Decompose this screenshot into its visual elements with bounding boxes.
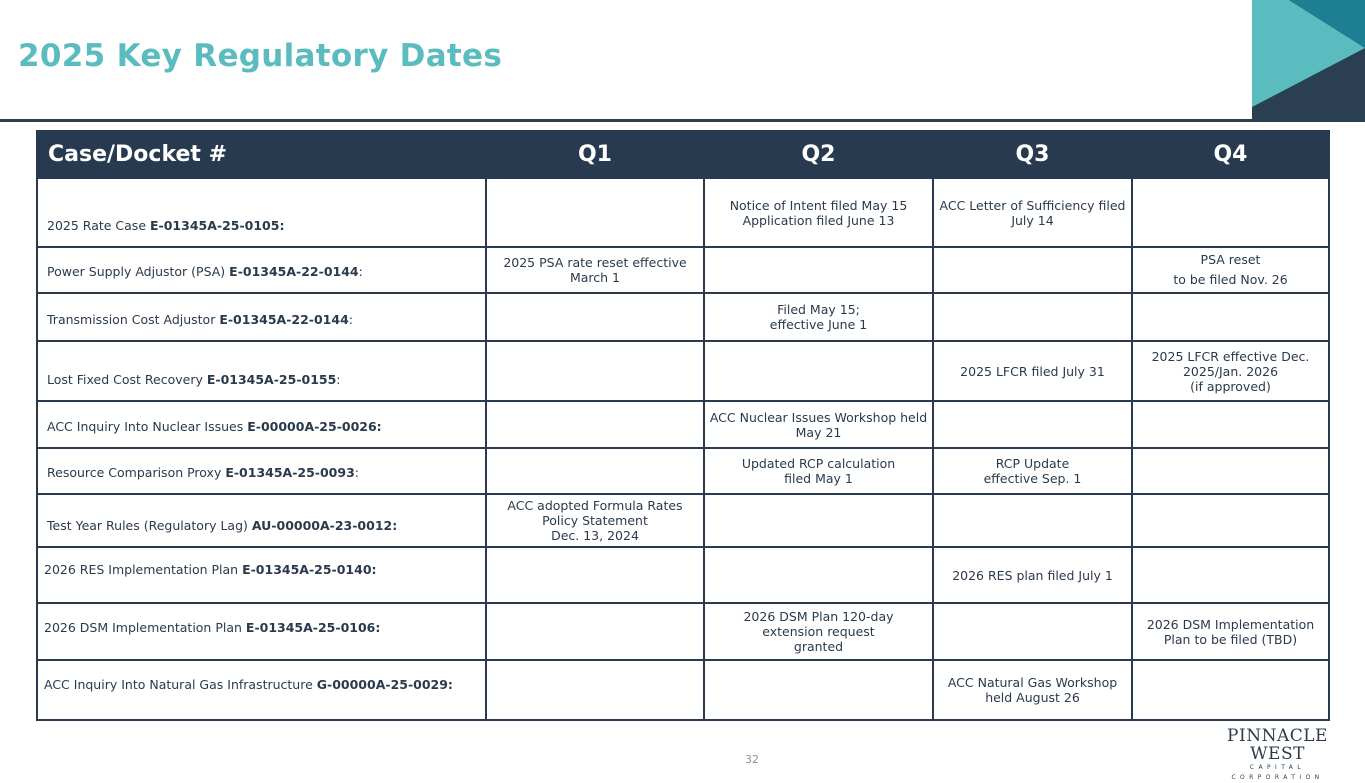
quarter-cell-q1	[486, 341, 704, 401]
docket-suffix: :	[348, 312, 353, 327]
docket-number: E-01345A-22-0144	[219, 312, 349, 327]
table-row	[37, 603, 1329, 660]
company-logo	[1205, 727, 1350, 783]
docket-number: E-01345A-25-0140:	[242, 562, 377, 577]
docket-suffix: :	[336, 372, 341, 387]
case-name: Lost Fixed Cost Recovery	[47, 372, 207, 387]
column-header-q4: Q4	[1132, 131, 1329, 178]
quarter-cell-q3: ACC Natural Gas Workshop held August 26	[933, 660, 1132, 720]
quarter-cell-q2	[704, 247, 933, 293]
quarter-cell-q1	[486, 401, 704, 448]
quarter-cell-q2: Updated RCP calculation filed May 1	[704, 448, 933, 494]
table-row	[37, 178, 1329, 247]
docket-suffix: :	[358, 264, 363, 279]
quarter-cell-q2: Filed May 15; effective June 1	[704, 293, 933, 341]
quarter-cell-q4	[1132, 494, 1329, 547]
table-row	[37, 247, 1329, 293]
quarter-cell-q3: 2025 LFCR filed July 31	[933, 341, 1132, 401]
quarter-cell-q4	[1132, 547, 1329, 603]
quarter-cell-q3	[933, 293, 1132, 341]
table-row	[37, 660, 1329, 720]
case-name: 2026 RES Implementation Plan	[44, 562, 243, 577]
logo-subtitle: CAPITAL CORPORATION	[1231, 764, 1324, 781]
quarter-cell-q2: ACC Nuclear Issues Workshop held May 21	[704, 401, 933, 448]
table-header-row	[37, 131, 1329, 178]
table-row	[37, 341, 1329, 401]
table-row	[37, 293, 1329, 341]
quarter-cell-q3: RCP Update effective Sep. 1	[933, 448, 1132, 494]
case-name: Power Supply Adjustor (PSA)	[47, 264, 230, 279]
quarter-cell-q2: 2026 DSM Plan 120-day extension request granted	[704, 603, 933, 660]
column-header-case: Case/Docket #	[37, 131, 486, 178]
case-name: Test Year Rules (Regulatory Lag)	[47, 518, 252, 533]
quarter-cell-q2	[704, 494, 933, 547]
case-cell	[37, 178, 486, 247]
quarter-cell-q1	[486, 293, 704, 341]
case-name: Transmission Cost Adjustor	[47, 312, 220, 327]
case-cell	[37, 660, 486, 720]
table-row	[37, 494, 1329, 547]
docket-number: E-01345A-25-0093	[225, 465, 355, 480]
case-cell	[37, 603, 486, 660]
header-rule	[0, 119, 1365, 122]
quarter-cell-q1: 2025 PSA rate reset effective March 1	[486, 247, 704, 293]
quarter-cell-q2	[704, 660, 933, 720]
case-name: 2025 Rate Case	[47, 218, 150, 233]
docket-number: E-01345A-22-0144	[229, 264, 359, 279]
case-cell	[37, 401, 486, 448]
quarter-cell-q1: ACC adopted Formula Rates Policy Statement Dec. 13, 2024	[486, 494, 704, 547]
page-title: 2025 Key Regulatory Dates	[18, 38, 503, 74]
case-cell	[37, 494, 486, 547]
docket-number: E-01345A-25-0106:	[245, 620, 381, 635]
quarter-cell-q3	[933, 401, 1132, 448]
quarter-cell-q1	[486, 547, 704, 603]
column-header-q1: Q1	[486, 131, 704, 178]
quarter-cell-q3	[933, 494, 1132, 547]
table-row	[37, 401, 1329, 448]
corner-decoration	[1252, 0, 1365, 119]
logo-wordmark: PINNACLE WEST	[1227, 726, 1328, 764]
case-cell	[37, 247, 486, 293]
quarter-cell-q3: 2026 RES plan filed July 1	[933, 547, 1132, 603]
docket-number: E-00000A-25-0026:	[247, 419, 382, 434]
quarter-cell-q1	[486, 448, 704, 494]
docket-number: G-00000A-25-0029:	[316, 677, 453, 692]
quarter-cell-q4	[1132, 178, 1329, 247]
quarter-cell-q2	[704, 341, 933, 401]
page-number: 32	[745, 753, 759, 766]
quarter-cell-q4	[1132, 293, 1329, 341]
table-body	[37, 178, 1329, 720]
quarter-cell-q4: 2025 LFCR effective Dec. 2025/Jan. 2026 (if approved)	[1132, 341, 1329, 401]
quarter-cell-q3	[933, 603, 1132, 660]
regulatory-dates-table	[36, 130, 1330, 721]
case-name: Resource Comparison Proxy	[47, 465, 226, 480]
quarter-cell-q4: 2026 DSM Implementation Plan to be filed (TBD)	[1132, 603, 1329, 660]
case-cell	[37, 448, 486, 494]
docket-number: E-01345A-25-0155	[206, 372, 337, 387]
quarter-cell-q4	[1132, 660, 1329, 720]
table-row	[37, 547, 1329, 603]
quarter-cell-q3	[933, 247, 1132, 293]
quarter-cell-q2	[704, 547, 933, 603]
quarter-cell-q1	[486, 660, 704, 720]
case-cell	[37, 547, 486, 603]
case-cell	[37, 293, 486, 341]
quarter-cell-q2: Notice of Intent filed May 15 Application filed June 13	[704, 178, 933, 247]
quarter-cell-q1	[486, 178, 704, 247]
quarter-cell-q4	[1132, 401, 1329, 448]
column-header-q3: Q3	[933, 131, 1132, 178]
quarter-cell-q4: PSA reset to be filed Nov. 26	[1132, 247, 1329, 293]
quarter-cell-q1	[486, 603, 704, 660]
quarter-cell-q4	[1132, 448, 1329, 494]
case-name: 2026 DSM Implementation Plan	[44, 620, 246, 635]
quarter-cell-q3: ACC Letter of Sufficiency filed July 14	[933, 178, 1132, 247]
case-name: ACC Inquiry Into Natural Gas Infrastructure	[44, 677, 317, 692]
case-cell	[37, 341, 486, 401]
case-name: ACC Inquiry Into Nuclear Issues	[47, 419, 248, 434]
docket-number: AU-00000A-23-0012:	[251, 518, 398, 533]
table-row	[37, 448, 1329, 494]
column-header-q2: Q2	[704, 131, 933, 178]
docket-suffix: :	[354, 465, 359, 480]
docket-number: E-01345A-25-0105:	[150, 218, 285, 233]
